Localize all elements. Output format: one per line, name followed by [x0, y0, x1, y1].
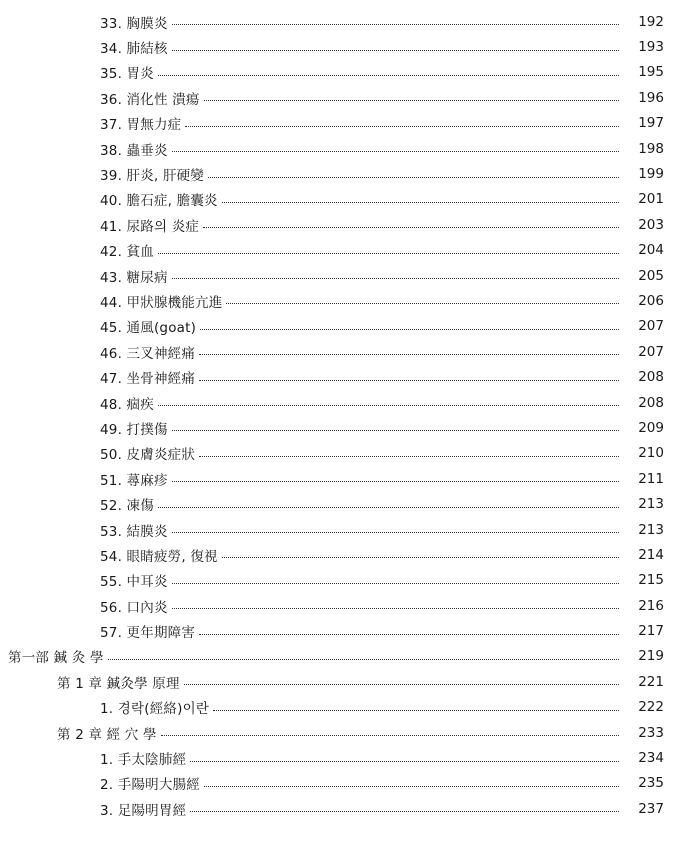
dot-leader [158, 75, 619, 76]
toc-entry-page-number: 208 [638, 369, 664, 386]
toc-entry-title: 46. 三叉神經痛 [100, 345, 196, 362]
dot-leader [172, 608, 619, 609]
toc-entry-page-number: 204 [638, 242, 664, 259]
dot-leader [172, 532, 619, 533]
toc-entry-page-number: 198 [638, 140, 664, 157]
toc-entry [0, 618, 700, 643]
toc-entry-page-number: 235 [638, 775, 664, 792]
toc-entry-title: 47. 坐骨神經痛 [100, 371, 196, 388]
toc-entry-title: 55. 中耳炎 [100, 574, 168, 591]
toc-entry [0, 796, 700, 821]
dot-leader [222, 202, 619, 203]
toc-entry-page-number: 196 [638, 89, 664, 106]
dot-leader [172, 151, 619, 152]
toc-entry-title: 37. 胃無力症 [100, 117, 182, 134]
toc-entry [0, 695, 700, 720]
toc-entry-title: 35. 胃炎 [100, 66, 154, 83]
toc-entry-page-number: 207 [638, 318, 664, 335]
toc-entry [0, 466, 700, 491]
dot-leader [204, 786, 619, 787]
toc-entry-page-number: 195 [638, 64, 664, 81]
toc-entry [0, 314, 700, 339]
toc-entry-page-number: 214 [638, 546, 664, 563]
toc-entry-page-number: 199 [638, 166, 664, 183]
toc-entry [0, 60, 700, 85]
toc-entry-title: 1. 手太陰肺經 [100, 752, 187, 769]
toc-entry [0, 669, 700, 694]
dot-leader [172, 278, 619, 279]
dot-leader [172, 481, 619, 482]
toc-entry-page-number: 203 [638, 216, 664, 233]
dot-leader [199, 354, 619, 355]
toc-entry-title: 2. 手陽明大腸經 [100, 777, 200, 794]
dot-leader [161, 735, 619, 736]
toc-entry-page-number: 193 [638, 39, 664, 56]
toc-entry [0, 517, 700, 542]
dot-leader [222, 557, 619, 558]
toc-entry-title: 3. 足陽明胃經 [100, 802, 187, 819]
toc-entry-page-number: 215 [638, 572, 664, 589]
toc-entry [0, 441, 700, 466]
dot-leader [190, 811, 619, 812]
toc-entry [0, 415, 700, 440]
toc-entry [0, 644, 700, 669]
toc-entry-title: 39. 肝炎, 肝硬變 [100, 168, 205, 185]
toc-entry-page-number: 210 [638, 445, 664, 462]
toc-entry-page-number: 233 [638, 724, 664, 741]
toc-entry-page-number: 207 [638, 343, 664, 360]
toc-entry [0, 720, 700, 745]
dot-leader [172, 583, 619, 584]
toc-entry-page-number: 217 [638, 623, 664, 640]
toc-entry-title: 36. 消化性 潰瘍 [100, 91, 200, 108]
dot-leader [213, 710, 619, 711]
table-of-contents [0, 9, 700, 822]
toc-entry-page-number: 211 [638, 470, 664, 487]
dot-leader [208, 177, 619, 178]
toc-entry-title: 49. 打撲傷 [100, 421, 168, 438]
toc-entry-title: 45. 通風(goat) [100, 320, 197, 337]
toc-entry [0, 161, 700, 186]
toc-entry [0, 771, 700, 796]
toc-entry [0, 339, 700, 364]
toc-entry-title: 34. 肺結核 [100, 41, 168, 58]
toc-entry-title: 40. 膽石症, 膽囊炎 [100, 193, 218, 210]
toc-entry-title: 1. 경락(經絡)이란 [100, 701, 210, 718]
toc-entry-title: 第一部 鍼 灸 學 [8, 650, 104, 667]
toc-entry-title: 第 1 章 鍼灸學 原理 [57, 675, 180, 692]
dot-leader [158, 253, 619, 254]
toc-entry [0, 745, 700, 770]
toc-entry-page-number: 192 [638, 13, 664, 30]
toc-entry-title: 56. 口內炎 [100, 599, 168, 616]
toc-entry-page-number: 213 [638, 496, 664, 513]
toc-entry [0, 212, 700, 237]
toc-entry-page-number: 221 [638, 673, 664, 690]
toc-entry-page-number: 206 [638, 292, 664, 309]
toc-entry [0, 85, 700, 110]
toc-entry-title: 第 2 章 經 穴 學 [57, 726, 157, 743]
toc-entry-title: 54. 眼睛疲勞, 復視 [100, 548, 218, 565]
dot-leader [158, 507, 619, 508]
toc-entry-title: 52. 凍傷 [100, 498, 154, 515]
toc-entry [0, 390, 700, 415]
dot-leader [172, 50, 619, 51]
dot-leader [108, 659, 619, 660]
dot-leader [184, 684, 619, 685]
toc-entry-title: 38. 蟲垂炎 [100, 142, 168, 159]
dot-leader [203, 227, 619, 228]
toc-entry-title: 51. 蕁麻疹 [100, 472, 168, 489]
toc-entry-title: 53. 結膜炎 [100, 523, 168, 540]
toc-entry [0, 34, 700, 59]
dot-leader [158, 405, 619, 406]
toc-entry [0, 288, 700, 313]
toc-entry-title: 41. 尿路의 炎症 [100, 218, 200, 235]
dot-leader [199, 380, 619, 381]
toc-entry-title: 48. 痼疾 [100, 396, 154, 413]
toc-entry [0, 238, 700, 263]
toc-entry [0, 491, 700, 516]
dot-leader [172, 24, 619, 25]
toc-entry-title: 44. 甲狀腺機能亢進 [100, 294, 223, 311]
dot-leader [199, 634, 619, 635]
toc-entry [0, 593, 700, 618]
toc-entry-page-number: 222 [638, 699, 664, 716]
toc-entry-page-number: 216 [638, 597, 664, 614]
toc-entry-page-number: 237 [638, 800, 664, 817]
dot-leader [190, 761, 619, 762]
toc-entry-title: 57. 更年期障害 [100, 625, 196, 642]
toc-entry [0, 187, 700, 212]
toc-entry-page-number: 201 [638, 191, 664, 208]
toc-entry-title: 50. 皮膚炎症狀 [100, 447, 196, 464]
toc-entry [0, 9, 700, 34]
toc-entry [0, 136, 700, 161]
toc-entry-page-number: 205 [638, 267, 664, 284]
toc-entry [0, 568, 700, 593]
toc-entry-page-number: 209 [638, 419, 664, 436]
toc-entry-title: 42. 貧血 [100, 244, 154, 261]
toc-entry-page-number: 208 [638, 394, 664, 411]
dot-leader [200, 329, 619, 330]
toc-entry-title: 43. 糖尿病 [100, 269, 168, 286]
toc-entry [0, 111, 700, 136]
toc-entry-page-number: 219 [638, 648, 664, 665]
toc-entry-title: 33. 胸膜炎 [100, 15, 168, 32]
toc-entry [0, 263, 700, 288]
dot-leader [204, 100, 619, 101]
dot-leader [226, 303, 619, 304]
toc-entry [0, 542, 700, 567]
dot-leader [199, 456, 619, 457]
toc-entry-page-number: 234 [638, 750, 664, 767]
dot-leader [172, 430, 619, 431]
toc-entry-page-number: 213 [638, 521, 664, 538]
dot-leader [185, 126, 619, 127]
toc-entry [0, 364, 700, 389]
toc-entry-page-number: 197 [638, 115, 664, 132]
